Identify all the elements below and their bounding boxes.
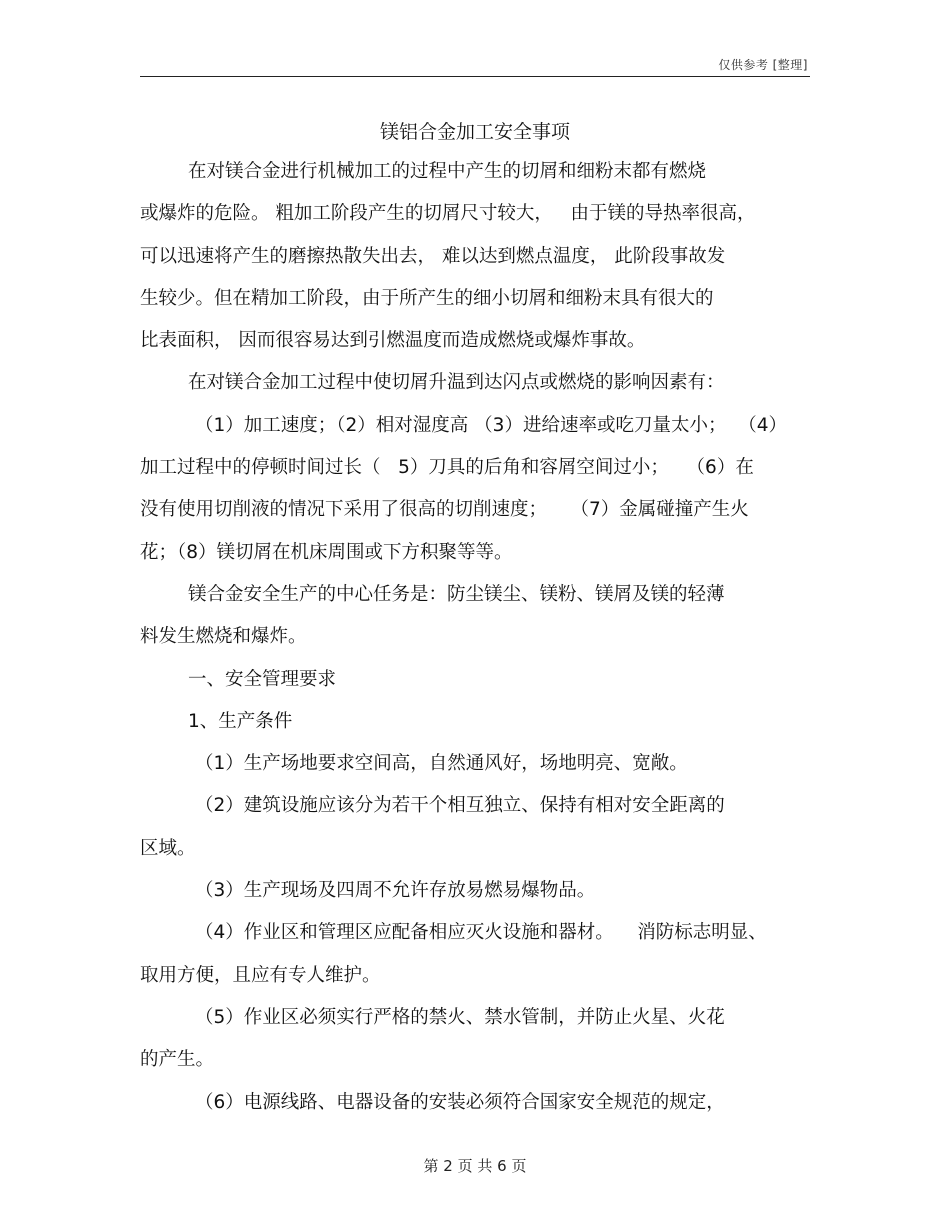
body-line: 在对镁合金进行机械加工的过程中产生的切屑和细粉末都有燃烧 xyxy=(188,161,707,182)
list-item: （4）作业区和管理区应配备相应灭火设施和器材。 消防标志明显、 xyxy=(195,922,767,944)
body-line: 或爆炸的危险。 粗加工阶段产生的切屑尺寸较大， 由于镁的导热率很高， xyxy=(140,203,756,225)
list-item: （2）建筑设施应该分为若干个相互独立、保持有相对安全距离的 xyxy=(195,795,725,817)
body-line: 加工过程中的停顿时间过长（ 5）刀具的后角和容屑空间过小； （6）在 xyxy=(140,457,754,479)
body-line: （1）加工速度；（2）相对湿度高 （3）进给速率或吃刀量太小； （4） xyxy=(195,414,787,436)
list-item: （3）生产现场及四周不允许存放易燃易爆物品。 xyxy=(195,880,596,902)
document-body xyxy=(140,157,820,1130)
list-item-continued: 取用方便，且应有专人维护。 xyxy=(140,964,381,986)
page-number: 第 2 页 共 6 页 xyxy=(423,1157,527,1175)
list-item-continued: 区域。 xyxy=(140,837,196,859)
body-line: 没有使用切削液的情况下采用了很高的切削速度； （7）金属碰撞产生火 xyxy=(140,499,749,521)
body-line: 生较少。但在精加工阶段，由于所产生的细小切屑和细粉末具有很大的 xyxy=(140,287,714,309)
body-line: 可以迅速将产生的磨擦热散失出去， 难以达到燃点温度， 此阶段事故发 xyxy=(140,245,726,267)
header-note: 仅供参考 [整理] xyxy=(718,58,808,72)
list-item: （6）电源线路、电器设备的安装必须符合国家安全规范的规定， xyxy=(195,1091,725,1113)
body-line: 花；（8）镁切屑在机床周围或下方积聚等等。 xyxy=(140,541,513,563)
body-line: 比表面积， 因而很容易达到引燃温度而造成燃烧或爆炸事故。 xyxy=(140,330,646,352)
body-line: 镁合金安全生产的中心任务是：防尘镁尘、镁粉、镁屑及镁的轻薄 xyxy=(188,583,725,605)
subsection-heading: 1、生产条件 xyxy=(188,710,293,732)
list-item: （5）作业区必须实行严格的禁火、禁水管制，并防止火星、火花 xyxy=(195,1006,725,1028)
body-line: 在对镁合金加工过程中使切屑升温到达闪点或燃烧的影响因素有： xyxy=(188,372,725,394)
list-item-continued: 的产生。 xyxy=(140,1049,215,1071)
header-rule xyxy=(140,76,810,77)
section-heading: 一、安全管理要求 xyxy=(188,668,337,690)
document-title: 镁铝合金加工安全事项 xyxy=(379,121,570,143)
body-line: 料发生燃烧和爆炸。 xyxy=(140,626,307,648)
list-item: （1）生产场地要求空间高，自然通风好，场地明亮、宽敞。 xyxy=(195,753,688,775)
